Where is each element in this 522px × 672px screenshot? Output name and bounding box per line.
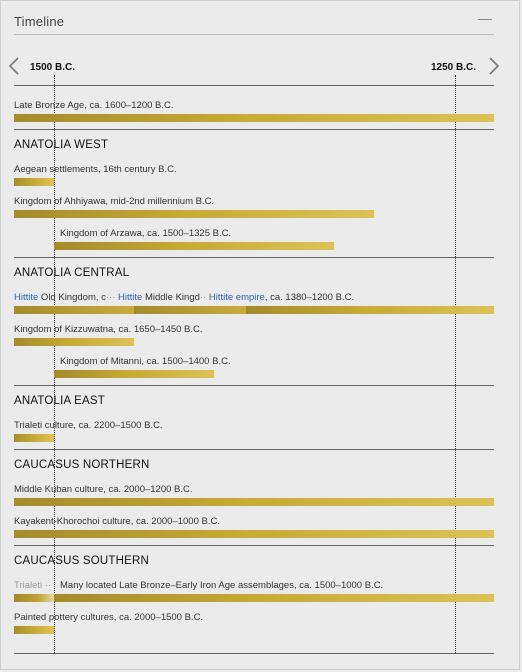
timeline-bar[interactable]	[14, 210, 374, 218]
section-title-caucasus-southern: CAUCASUS SOUTHERN	[14, 555, 150, 567]
timeline-item-label[interactable]: Painted pottery cultures, ca. 2000–1500 B.C.	[14, 612, 204, 623]
hittite-middle-kingdom-text: Middle Kingd	[142, 292, 200, 303]
header-divider	[14, 34, 494, 35]
hittite-empire-link[interactable]: Hittite empire	[208, 292, 265, 303]
ellipsis-icon: ··	[199, 292, 209, 303]
timeline-bar[interactable]	[14, 626, 54, 634]
section-divider	[14, 545, 494, 546]
timeline-bar-hittite-middle[interactable]	[134, 306, 246, 314]
section-title-anatolia-east: ANATOLIA EAST	[14, 395, 106, 407]
timeline-bar[interactable]	[54, 594, 494, 602]
timeline-bar[interactable]	[14, 114, 494, 122]
end-marker-line	[455, 75, 456, 653]
timeline-item-label[interactable]: Trialeti culture, ca. 2200–1500 B.C.	[14, 420, 163, 431]
section-divider	[14, 449, 494, 450]
range-start-label: 1500 B.C.	[30, 62, 76, 73]
timeline-bar[interactable]	[54, 242, 334, 250]
timeline-bar-hittite-old[interactable]	[14, 306, 134, 314]
section-divider	[14, 129, 494, 130]
trialeti-stub-label	[14, 580, 51, 591]
timeline-item-label[interactable]: Kingdom of Arzawa, ca. 1500–1325 B.C.	[60, 228, 232, 239]
timeline-bar[interactable]	[14, 338, 134, 346]
section-title-caucasus-northern: CAUCASUS NORTHERN	[14, 459, 150, 471]
timeline-item-label[interactable]: Late Bronze Age, ca. 1600–1200 B.C.	[14, 100, 174, 111]
timeline-bar-trialeti[interactable]	[14, 594, 54, 602]
timeline-item-label[interactable]: Middle Kuban culture, ca. 2000–1200 B.C.	[14, 484, 193, 495]
chevron-right-icon[interactable]	[487, 56, 501, 76]
hittite-old-kingdom-link[interactable]: Hittite	[14, 292, 39, 303]
timeline-bar[interactable]	[54, 370, 214, 378]
section-divider	[14, 385, 494, 386]
timeline-bar-hittite-empire[interactable]	[246, 306, 494, 314]
timeline-item-label[interactable]: Many located Late Bronze–Early Iron Age assemblages, ca. 1500–1000 B.C.	[60, 580, 384, 591]
chevron-left-icon[interactable]	[7, 56, 21, 76]
hittite-middle-kingdom-link[interactable]: Hittite	[118, 292, 143, 303]
timeline-bar[interactable]	[14, 178, 54, 186]
timeline-bar[interactable]	[14, 530, 494, 538]
timeline-bar[interactable]	[14, 434, 54, 442]
timeline-item-label[interactable]: Kingdom of Ahhiyawa, mid-2nd millennium B.C.	[14, 196, 215, 207]
ellipsis-icon: ··	[42, 580, 52, 591]
range-end-label: 1250 B.C.	[431, 62, 477, 73]
hittite-empire-text: , ca. 1380–1200 B.C.	[264, 292, 355, 303]
hittite-row-label	[14, 292, 354, 303]
timeline-item-label[interactable]: Kayakent-Khorochoi culture, ca. 2000–1000 B.C.	[14, 516, 220, 527]
minus-icon[interactable]	[478, 16, 492, 24]
panel-header	[14, 13, 494, 35]
timeline-item-label[interactable]: Kingdom of Kizzuwatna, ca. 1650–1450 B.C.	[14, 324, 203, 335]
section-title-anatolia-west: ANATOLIA WEST	[14, 139, 109, 151]
section-divider	[14, 653, 494, 654]
panel-title: Timeline	[14, 14, 65, 29]
hittite-old-kingdom-text: Old Kingdom, c	[38, 292, 106, 303]
timeline-bar[interactable]	[14, 498, 494, 506]
section-divider	[14, 257, 494, 258]
trialeti-stub-text[interactable]: Trialeti	[14, 580, 43, 591]
ellipsis-icon: ···	[105, 292, 119, 303]
section-title-anatolia-central: ANATOLIA CENTRAL	[14, 267, 130, 279]
range-divider	[14, 85, 494, 86]
timeline-item-label[interactable]: Kingdom of Mitanni, ca. 1500–1400 B.C.	[60, 356, 231, 367]
timeline-item-label[interactable]: Aegean settlements, 16th century B.C.	[14, 164, 177, 175]
